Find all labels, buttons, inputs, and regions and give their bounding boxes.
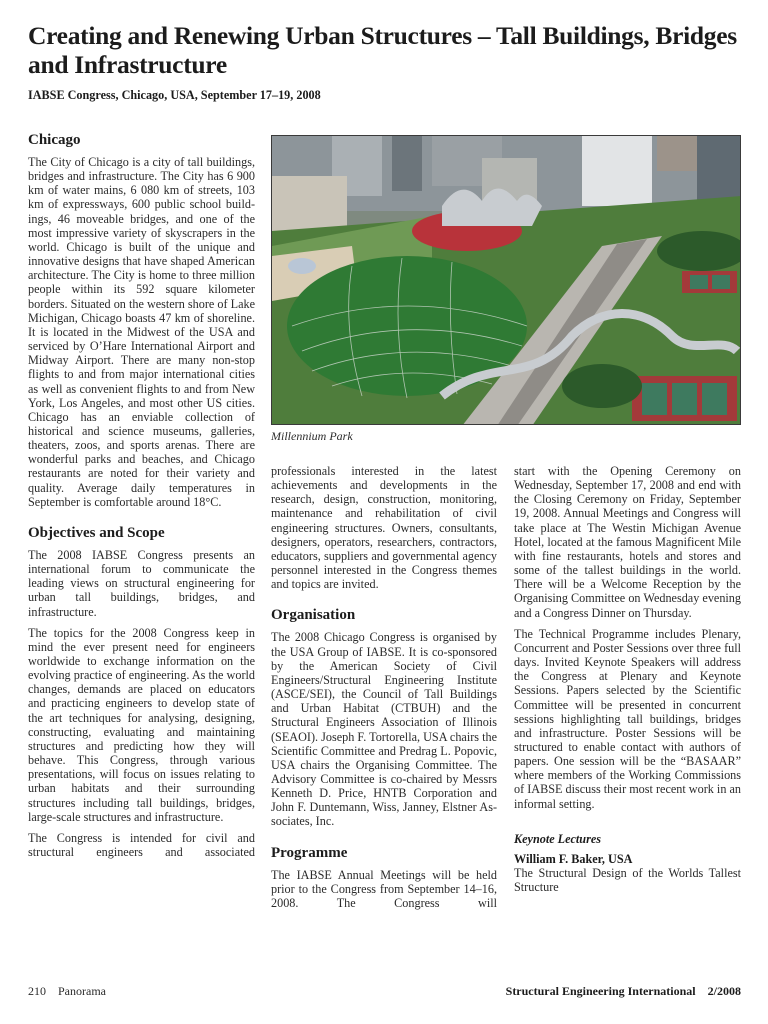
heading-programme: Programme — [271, 844, 348, 861]
paragraph-objectives-2: The topics for the 2008 Congress keep in mind the ever present need for engineers worldwide to exchange information on the evolving practice of engineering. As the world changes, demands are placed on educators and practicing engineers to develop state of the art techniques for analysing, designing, constructing, evaluating and maintaining structures and predicting how they will behave. This Congress, through various presentations, will focus on issues relating to urban habitats and their surrounding structures including tall buildings, bridges, large-scale structures and infrastructure. — [28, 625, 255, 824]
keynote-lecture-title: The Structural Design of the Worlds Tallest Structure — [514, 866, 741, 895]
photo-caption: Millennium Park — [271, 429, 353, 443]
paragraph-objectives-3-start: The Congress is intended for civil and structural engineers and associated — [28, 830, 255, 860]
paragraph-programme-1-start: The IABSE Annual Meetings will be held prior to the Congress from September 14–16, 2008. The Congress will — [271, 867, 497, 910]
keynote-speaker-name: William F. Baker, USA — [514, 851, 633, 866]
heading-organisation: Organisation — [271, 607, 356, 624]
paragraph-chicago: The City of Chicago is a city of tall buildings, bridges and infrastructure. The City has 6 900 km of water mains, 6 080 km of streets, 103 km of expressways, 600 public school buildings, 46 moveable bridges, and one of the most impressive variety of skyscrapers in the world. Chicago is built of the unique and innovative designs that have shaped American architecture. The City is home to three million people within its 592 square kilometer borders. Situated on the western shore of Lake Michigan, Chicago boasts 47 km of shoreline. It is located in the Midwest of the USA and serviced by O’Hare International Airport and Midway Airport. There are many non-stop flights to and from major international cities as well as convenient flights to and from New York, Los Angeles, and most other US cities. Chicago has an enviable collection of historical and science museums, galleries, theaters, zoos, and sports arenas. There are wonderful parks and beaches, and Chicago restaurants are noted for their variety and quality. Average daily temperatures in September is comfortable around 18°C. — [28, 155, 255, 509]
heading-keynote-lectures: Keynote Lectures — [514, 831, 601, 846]
heading-objectives: Objectives and Scope — [28, 524, 165, 541]
paragraph-programme-1-continued: start with the Opening Ceremony on Wednesday, September 17, 2008 and end with the Closing Ceremony on Friday, September 19, 2008. Annual Meetings and Congress will take place at The Westin Michigan Avenue Hotel, located at the famous Magnificent Mile with fine restaurants, hotels and stores and some of the tallest buildings in the world. There will be a Welcome Reception by the Organising Committee on Wednesday evening and a Congress Dinner on Thursday. — [514, 464, 741, 620]
paragraph-objectives-1: The 2008 IABSE Congress presents an international forum to communicate the leading views on structural engineering for urban tall buildings, bridges, and infrastructure. — [28, 547, 255, 619]
heading-chicago: Chicago — [28, 132, 81, 148]
paragraph-objectives-3-continued: professionals interested in the latest achievements and developments in the research, design, construction, monitoring, maintenance and rehabilitation of civil engineering structures. Owners, consultants, designers, operators, researchers, contractors, educators, suppliers and governmental agency personnel interested in the Congress themes and topics are invited. — [271, 464, 497, 592]
journal-name: Structural Engineering International — [505, 984, 696, 998]
column-right — [514, 464, 741, 901]
aerial-photo-icon — [272, 136, 741, 425]
footer-right — [506, 984, 741, 999]
temperature-unit: °C. — [205, 494, 222, 509]
article-subtitle: IABSE Congress, Chicago, USA, September 17–19, 2008 — [28, 88, 321, 102]
issue-number: 2/2008 — [707, 984, 741, 998]
page-number: 210 — [28, 984, 46, 998]
paragraph-organisation: The 2008 Chicago Congress is organised by the USA Group of IABSE. It is co-sponsored by the American Society of Civil Engineers/Structural Engineering Institute (ASCE/SEI), the Council of Tall Buildings and Urban Habitat (CTBUH) and the Structural Engineers Association of Illinois (SEAOI). Joseph F. Tortorella, USA chairs the Scientific Committee and Predrag L. Popovic, USA chairs the Organising Committee. The Advisory Committee is co-chaired by Messrs Kenneth D. Price, HNTB Corporation and John F. Duntemann, Wiss, Janney, Elstner Associates, Inc. — [271, 630, 497, 829]
column-middle — [271, 464, 497, 917]
section-name: Panorama — [58, 984, 106, 998]
footer-left — [28, 984, 106, 999]
article-title: Creating and Renewing Urban Structures – Tall Buildings, Bridges and Infrastructure — [28, 21, 737, 79]
paragraph-programme-2: The Technical Programme includes Plenary, Concurrent and Poster Sessions over three full days. Invited Keynote Speakers will address the Congress at Plenary and Keynote Sessions. Papers selected by the Scientific Committee will be presented in concurrent sessions highlighting tall buildings, bridges and infrastructure. Poster Sessions will be structured to enable contact with authors of papers. One session will be the “BASAAR” where members of the Working Commissions of IABSE discuss their most recent work in an informal setting. — [514, 626, 741, 811]
column-left — [28, 131, 255, 866]
millennium-park-photo — [271, 135, 741, 425]
